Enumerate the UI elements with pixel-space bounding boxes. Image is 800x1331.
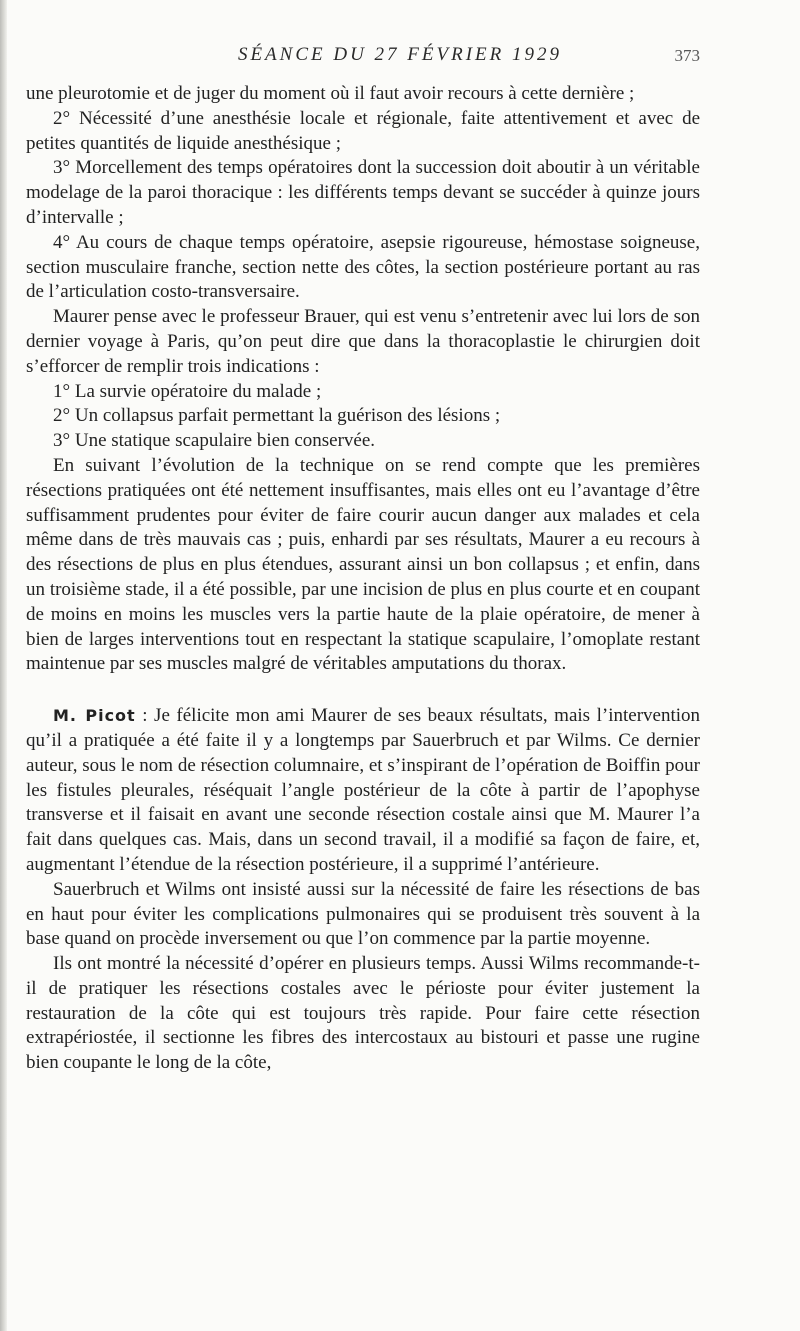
paragraph-picot	[26, 704, 700, 878]
paragraph: 1° La survie opératoire du malade ;	[53, 380, 322, 402]
paragraph: Sauerbruch et Wilms ont insisté aussi sur la nécessité de faire les résections de bas en haut pour éviter les complications pulmonaires qui se produisent très souvent à la base quand on procède inversement ou que l’on commence par la partie moyenne.	[26, 878, 700, 950]
paragraph: En suivant l’évolution de la technique on se rend compte que les premières résections pratiquées ont été nettement insuffisantes, mais elles ont eu l’avantage d’être suffisamment prudentes pour éviter de faire courir aucun danger aux malades et cela même dans de très mauvais cas ; puis, enhardi par ses résultats, Maurer a eu recours à des résections de plus en plus étendues, assurant ainsi un bon collapsus ; et enfin, dans un troisième stade, il a été possible, par une incision de plus en plus courte et en coupant de moins en moins les muscles vers la partie haute de la plaie opératoire, de mener à bien de larges interventions tout en respectant la statique scapulaire, l’omoplate restant maintenue par ses muscles malgré de véritables amputations du thorax.	[26, 454, 700, 675]
speaker-name: M. Picot	[53, 706, 136, 726]
paragraph: 4° Au cours de chaque temps opératoire, asepsie rigoureuse, hémostase soigneuse, section musculaire franche, section nette des côtes, la section postérieure portant au ras de l’articulation costo-transversaire.	[26, 231, 700, 303]
page-number: 373	[674, 46, 700, 65]
paragraph: 3° Morcellement des temps opératoires dont la succession doit aboutir à un véritable modelage de la paroi thoracique : les différents temps devant se succéder à quinze jours d’intervalle ;	[26, 157, 700, 228]
paragraph: 2° Nécessité d’une anesthésie locale et régionale, faite attentivement et avec de petites quantités de liquide anesthésique ;	[26, 107, 700, 154]
paragraph: une pleurotomie et de juger du moment où il faut avoir recours à cette dernière ;	[26, 83, 635, 104]
paragraph: Ils ont montré la nécessité d’opérer en plusieurs temps. Aussi Wilms recommande-t-il de pratiquer les résections costales avec le périoste pour éviter justement la restauration de la côte qui est toujours très rapide. Pour faire cette résection extrapériostée, il sectionne les fibres des intercostaux au bistouri et passe une rugine bien coupante le long de la côte,	[26, 953, 700, 1074]
paragraph: 2° Un collapsus parfait permettant la guérison des lésions ;	[53, 405, 501, 427]
paragraph: Maurer pense avec le professeur Brauer, qui est venu s’entretenir avec lui lors de son dernier voyage à Paris, qu’on peut dire que dans la thoracoplastie le chirurgien doit s’efforcer de remplir trois indications :	[26, 306, 700, 377]
paragraph-text: : Je félicite mon ami Maurer de ses beaux résultats, mais l’intervention qu’il a pratiquée a été faite il y a longtemps par Sauerbruch et par Wilms. Ce dernier auteur, sous le nom de résection columnaire, et s’inspirant de l’opération de Boiffin pour les fistules pleurales, réséquait l’angle postérieur de la côte à partir de l’apophyse transverse et il faisait en avant une seconde résection costale ainsi que M. Maurer l’a fait dans quelques cas. Mais, dans un second travail, il a modifié sa façon de faire, et, augmentant l’étendue de la résection postérieure, il a supprimé l’antérieure.	[26, 705, 701, 875]
body-text	[26, 82, 700, 1076]
running-title: SÉANCE DU 27 FÉVRIER 1929	[237, 44, 563, 65]
running-header	[0, 44, 800, 70]
paragraph: 3° Une statique scapulaire bien conservée.	[53, 430, 376, 452]
page-spine-shadow	[0, 0, 7, 1331]
